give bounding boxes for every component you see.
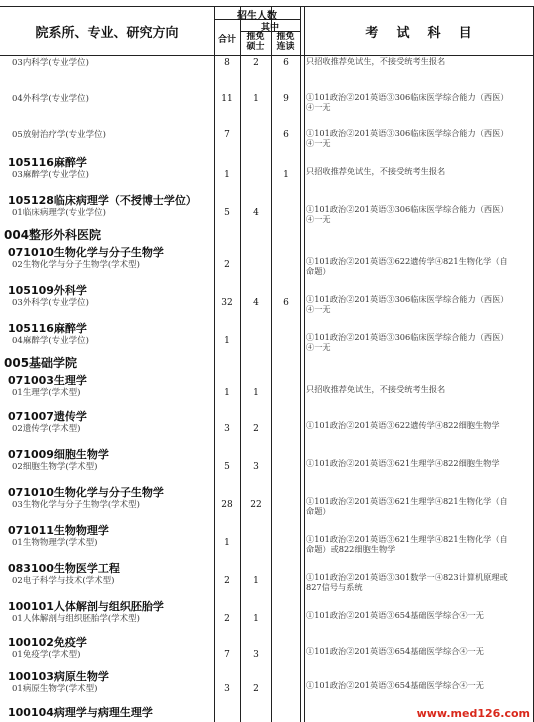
quota-recommended-master: 1 <box>253 576 259 586</box>
major-name: 105116麻醉学 <box>8 156 87 169</box>
research-direction: 01病原生物学(学术型) <box>12 684 98 694</box>
research-direction: 01临床病理学(专业学位) <box>12 208 106 218</box>
research-direction: 03生物化学与分子生物学(学术型) <box>12 500 140 510</box>
quota-total: 8 <box>224 58 230 68</box>
quota-recommended-direct: 6 <box>283 58 289 68</box>
department-name: 005基础学院 <box>4 356 78 370</box>
major-name: 105116麻醉学 <box>8 322 87 335</box>
quota-recommended-master: 1 <box>253 388 259 398</box>
header-rec-direct <box>271 32 300 52</box>
exam-subjects: ①101政治②201英语③306临床医学综合能力（西医）④一无 <box>306 294 509 314</box>
research-direction: 03内科学(专业学位) <box>12 58 89 68</box>
major-name: 071003生理学 <box>8 374 87 387</box>
quota-total: 11 <box>221 94 233 104</box>
major-name: 100104病理学与病理生理学 <box>8 706 153 719</box>
major-name: 083100生物医学工程 <box>8 562 120 575</box>
major-name: 100102免疫学 <box>8 636 87 649</box>
quota-recommended-master: 2 <box>253 58 259 68</box>
research-direction: 02生物化学与分子生物学(学术型) <box>12 260 140 270</box>
quota-total: 1 <box>224 336 230 346</box>
exam-subjects: ①101政治②201英语③306临床医学综合能力（西医）④一无 <box>306 92 509 112</box>
exam-subjects: ①101政治②201英语③654基础医学综合④一无 <box>306 610 484 620</box>
quota-total: 1 <box>224 538 230 548</box>
header-rec-master-line2: 硕士 <box>246 42 265 52</box>
major-name: 105128临床病理学（不授博士学位） <box>8 194 197 207</box>
quota-recommended-master: 22 <box>250 500 262 510</box>
quota-recommended-master: 4 <box>253 208 259 218</box>
quota-total: 7 <box>224 650 230 660</box>
quota-recommended-master: 4 <box>253 298 259 308</box>
quota-recommended-master: 2 <box>253 684 259 694</box>
exam-subjects: 只招收推荐免试生，不接受统考生报名 <box>306 166 446 176</box>
quota-total: 7 <box>224 130 230 140</box>
quota-recommended-direct: 6 <box>283 298 289 308</box>
header-among: 其中 <box>260 23 279 33</box>
major-name: 071010生物化学与分子生物学 <box>8 246 164 259</box>
quota-recommended-master: 3 <box>253 462 259 472</box>
header-rec-master-line1: 推免 <box>246 32 265 42</box>
department-name: 004整形外科医院 <box>4 228 102 242</box>
header-rec-master <box>240 32 271 52</box>
quota-recommended-direct: 9 <box>283 94 289 104</box>
header-rec-direct-line2: 连读 <box>276 42 295 52</box>
header-total: 合计 <box>217 35 236 45</box>
major-name: 105109外科学 <box>8 284 87 297</box>
quota-total: 5 <box>224 208 230 218</box>
research-direction: 05放射治疗学(专业学位) <box>12 130 106 140</box>
header-enroll: 招生人数 <box>237 11 277 22</box>
research-direction: 01生物物理学(学术型) <box>12 538 98 548</box>
major-name: 100103病原生物学 <box>8 670 109 683</box>
col-divider-2 <box>240 6 241 722</box>
major-name: 071011生物物理学 <box>8 524 109 537</box>
exam-subjects: 只招收推荐免试生，不接受统考生报名 <box>306 56 446 66</box>
watermark: www.med126.com <box>416 707 530 720</box>
research-direction: 03麻醉学(专业学位) <box>12 170 89 180</box>
exam-subjects: ①101政治②201英语③621生理学④821生物化学（自命题） <box>306 496 508 516</box>
research-direction: 03外科学(专业学位) <box>12 298 89 308</box>
quota-total: 1 <box>224 170 230 180</box>
quota-total: 3 <box>224 684 230 694</box>
quota-total: 1 <box>224 388 230 398</box>
quota-recommended-direct: 6 <box>283 130 289 140</box>
exam-subjects: ①101政治②201英语③654基础医学综合④一无 <box>306 680 484 690</box>
col-divider-4 <box>300 6 301 722</box>
research-direction: 04外科学(专业学位) <box>12 94 89 104</box>
col-divider-5 <box>304 6 305 722</box>
exam-subjects: ①101政治②201英语③654基础医学综合④一无 <box>306 646 484 656</box>
quota-total: 3 <box>224 424 230 434</box>
major-name: 071010生物化学与分子生物学 <box>8 486 164 499</box>
exam-subjects: ①101政治②201英语③621生理学④821生物化学（自命题）或822细胞生物学 <box>306 534 508 554</box>
quota-total: 5 <box>224 462 230 472</box>
exam-subjects: ①101政治②201英语③306临床医学综合能力（西医）④一无 <box>306 332 509 352</box>
major-name: 071007遗传学 <box>8 410 87 423</box>
research-direction: 01人体解剖与组织胚胎学(学术型) <box>12 614 140 624</box>
exam-subjects: ①101政治②201英语③301数学一④823计算机原理或827信号与系统 <box>306 572 508 592</box>
exam-subjects: ①101政治②201英语③622遗传学④821生物化学（自命题） <box>306 256 508 276</box>
quota-recommended-direct: 1 <box>283 170 289 180</box>
quota-total: 2 <box>224 260 230 270</box>
quota-recommended-master: 1 <box>253 94 259 104</box>
col-divider-3 <box>271 6 272 722</box>
quota-total: 32 <box>221 298 233 308</box>
research-direction: 01免疫学(学术型) <box>12 650 81 660</box>
header-dept: 院系所、专业、研究方向 <box>35 26 179 41</box>
exam-subjects: ①101政治②201英语③306临床医学综合能力（西医）④一无 <box>306 128 509 148</box>
research-direction: 04麻醉学(专业学位) <box>12 336 89 346</box>
research-direction: 02细胞生物学(学术型) <box>12 462 98 472</box>
exam-subjects: ①101政治②201英语③306临床医学综合能力（西医）④一无 <box>306 204 509 224</box>
exam-subjects: ①101政治②201英语③621生理学④822细胞生物学 <box>306 458 500 468</box>
quota-total: 28 <box>221 500 233 510</box>
major-name: 071009细胞生物学 <box>8 448 109 461</box>
exam-subjects: 只招收推荐免试生，不接受统考生报名 <box>306 384 446 394</box>
quota-total: 2 <box>224 614 230 624</box>
header-exam: 考 试 科 目 <box>365 26 472 41</box>
header-rec-direct-line1: 推免 <box>276 32 295 42</box>
major-name: 100101人体解剖与组织胚胎学 <box>8 600 164 613</box>
research-direction: 02电子科学与技术(学术型) <box>12 576 115 586</box>
research-direction: 02遗传学(学术型) <box>12 424 81 434</box>
quota-recommended-master: 3 <box>253 650 259 660</box>
quota-recommended-master: 1 <box>253 614 259 624</box>
research-direction: 01生理学(学术型) <box>12 388 81 398</box>
quota-total: 2 <box>224 576 230 586</box>
exam-subjects: ①101政治②201英语③622遗传学④822细胞生物学 <box>306 420 500 430</box>
quota-recommended-master: 2 <box>253 424 259 434</box>
